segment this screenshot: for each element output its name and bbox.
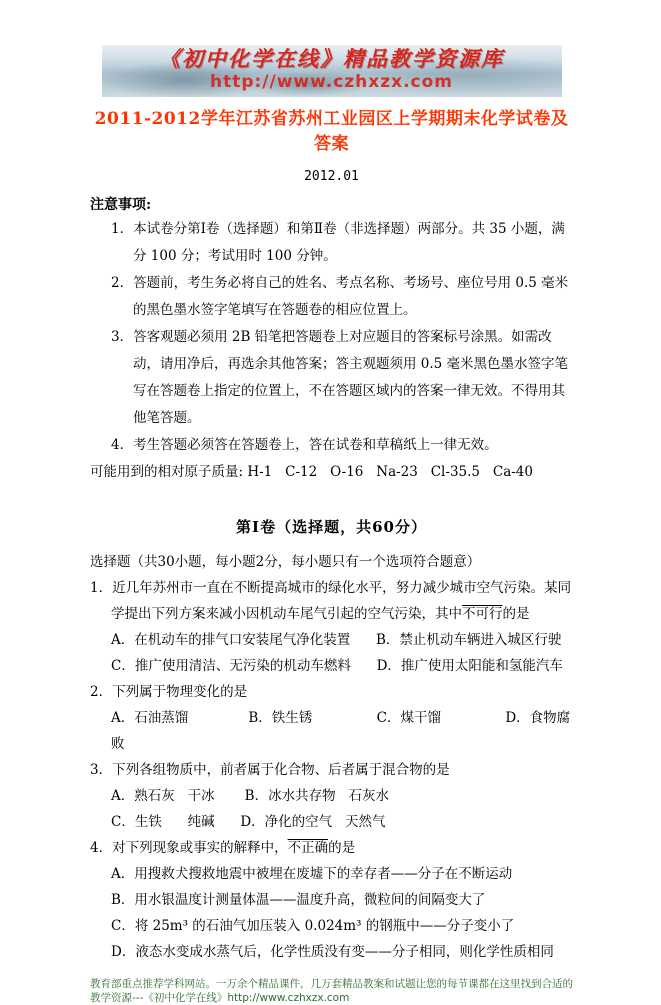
question-1-options-row: C．推广使用清洁、无污染的机动车燃料 D．推广使用太阳能和氢能汽车 [111, 658, 563, 674]
exam-date: 2012.01 [304, 169, 359, 184]
question-4-option-d: D．液态水变成水蒸气后，化学性质没有变——分子相同，则化学性质相同 [111, 944, 554, 960]
section1-instructions: 选择题（共30小题，每小题2分，每小题只有一个选项符合题意） [90, 554, 481, 570]
question-1-stem [90, 575, 573, 627]
banner-site-name: 《初中化学在线》精品教学资源库 [159, 46, 504, 71]
footer-promo-text: 教育部重点推荐学科网站。一万余个精品课件，几万套精品教案和试题让您的每节课都在这里找到合适的教学资源---《初中化学在线》 [90, 978, 573, 1004]
question-3-options-row: A．熟石灰 干冰 B．冰水共存物 石灰水 [111, 788, 389, 804]
question-4-option-b: B．用水银温度计测量体温——温度升高，微粒间的间隔变大了 [111, 892, 486, 908]
question-1-stem-emphasis: 不可行 [462, 606, 503, 622]
question-2-stem: 2．下列属于物理变化的是 [90, 684, 248, 700]
note-item-4: 4．考生答题必须答在答题卷上，答在试卷和草稿纸上一律无效。 [111, 437, 498, 453]
question-1-stem-pre: 1．近几年苏州市一直在不断提高城市的绿化水平，努力减少城市空气污染。某同学提出下列方案来减小因机动车尾气引起的空气污染，其中 [90, 580, 572, 622]
question-2-options-row: A．石油蒸馏 B．铁生锈 C．煤干馏 D．食物腐败 [111, 710, 571, 752]
question-4-stem-post: 的是 [328, 840, 356, 856]
note-item-3: 3．答客观题必须用 2B 铅笔把答题卷上对应题目的答案标号涂黑。如需改动，请用净后，再选余其他答案；答主观题须用 0.5 毫米黑色墨水签字笔写在答题卷上指定的位置上，不在答题区域内的答案一律无效。不得用其他笔答题。 [111, 329, 569, 426]
question-4-option-c: C．将 25m³ 的石油气加压装入 0.024m³ 的钢瓶中——分子变小了 [111, 918, 515, 934]
question-4-stem-emphasis: 不正确 [287, 840, 329, 856]
question-4-stem [90, 835, 573, 861]
question-3-options-row: C．生铁 纯碱 D．净化的空气 天然气 [111, 814, 386, 830]
question-3-stem: 3．下列各组物质中，前者属于化合物、后者属于混合物的是 [90, 762, 450, 778]
question-4-stem-pre: 4．对下列现象或事实的解释中， [90, 840, 288, 856]
site-banner-image[interactable] [102, 45, 562, 97]
note-item-1: 1．本试卷分第Ⅰ卷（选择题）和第Ⅱ卷（非选择题）两部分。共 35 小题，满分 100 分；考试用时 100 分钟。 [111, 221, 565, 264]
footer-site-link[interactable]: http://www.czhxzx.com [227, 992, 350, 1004]
notes-heading: 注意事项: [90, 197, 152, 213]
note-item-2: 2．答题前，考生务必将自己的姓名、考点名称、考场号、座位号用 0.5 毫米的黑色墨水签字笔填写在答题卷的相应位置上。 [111, 275, 569, 318]
banner-site-url[interactable]: http://www.czhxzx.com [209, 72, 454, 92]
footer-promo [90, 977, 573, 1005]
atomic-masses-line: 可能用到的相对原子质量: H-1 C-12 O-16 Na-23 Cl-35.5 Ca-40 [90, 464, 533, 480]
question-1-stem-post: 的是 [502, 606, 530, 622]
page-title: 2011-2012学年江苏省苏州工业园区上学期期末化学试卷及答案 [94, 109, 569, 154]
section1-heading: 第Ⅰ卷（选择题，共60分） [236, 518, 427, 536]
question-4-option-a: A．用搜救犬搜救地震中被埋在废墟下的幸存者——分子在不断运动 [111, 866, 513, 882]
question-1-options-row: A．在机动车的排气口安装尾气净化装置 B．禁止机动车辆进入城区行驶 [111, 632, 562, 648]
